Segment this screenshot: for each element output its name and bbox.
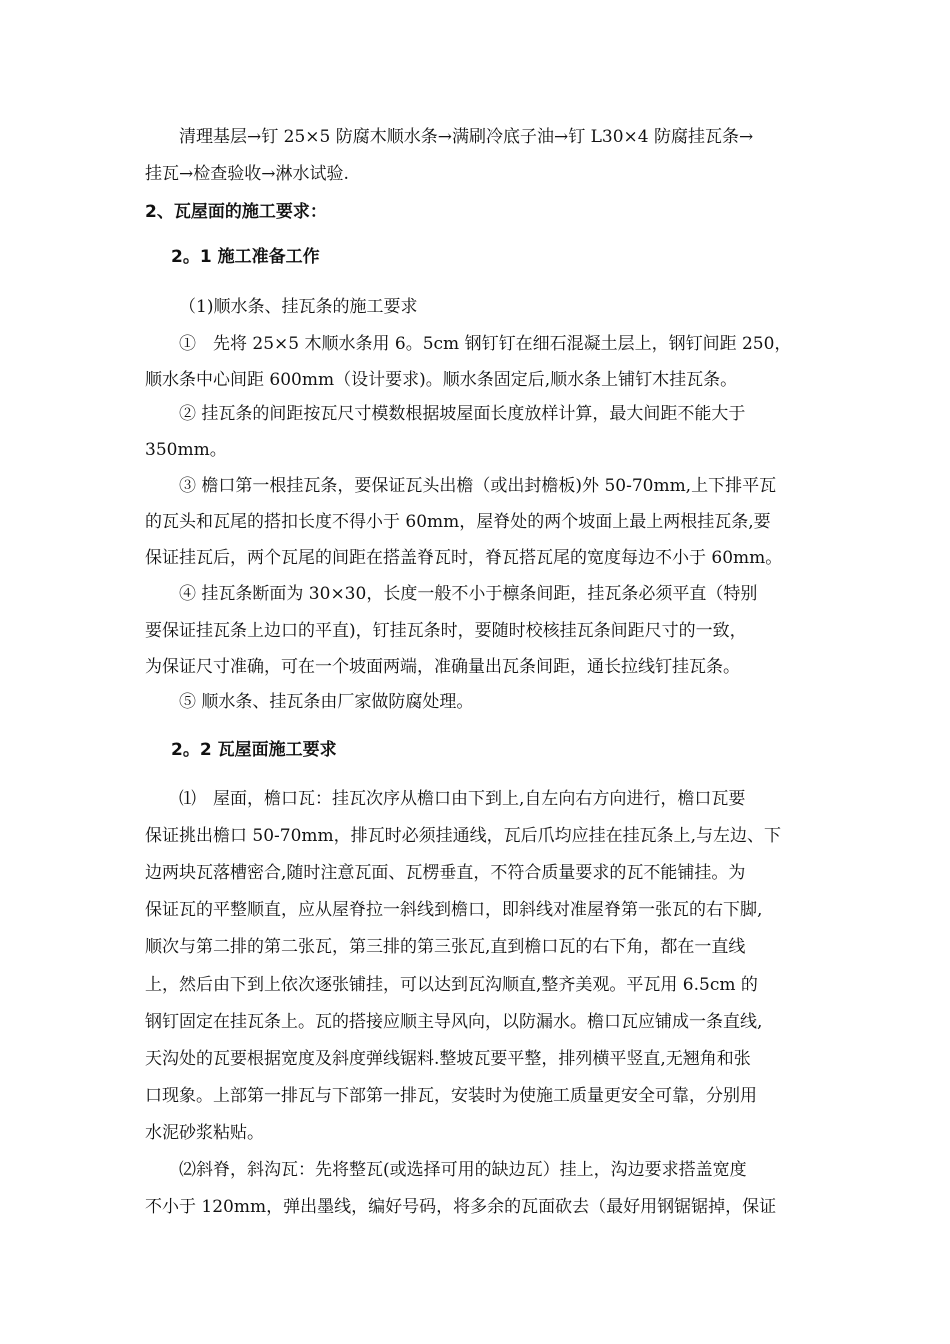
text-line: ③ 檐口第一根挂瓦条，要保证瓦头出檐（或出封檐板)外 50-70mm,上下排平瓦 (179, 476, 777, 496)
text-line: 保证挑出檐口 50-70mm，排瓦时必须挂通线，瓦后爪均应挂在挂瓦条上,与左边、下 (145, 826, 782, 846)
text-line: 要保证挂瓦条上边口的平直)，钉挂瓦条时，要随时校核挂瓦条间距尺寸的一致， (145, 621, 747, 641)
text-line: 挂瓦→检查验收→淋水试验. (145, 164, 349, 184)
subsection-heading: 2。2 瓦屋面施工要求 (171, 740, 337, 760)
text-line: ④ 挂瓦条断面为 30×30，长度一般不小于檩条间距，挂瓦条必须平直（特别 (179, 584, 758, 604)
text-line: 边两块瓦落槽密合,随时注意瓦面、瓦楞垂直，不符合质量要求的瓦不能铺挂。为 (145, 863, 746, 883)
text-line: 顺水条中心间距 600mm（设计要求)。顺水条固定后,顺水条上铺钉木挂瓦条。 (145, 370, 738, 390)
text-line: 水泥砂浆粘贴。 (145, 1123, 264, 1143)
text-line: ⑵斜脊，斜沟瓦：先将整瓦(或选择可用的缺边瓦）挂上，沟边要求搭盖宽度 (179, 1160, 747, 1180)
text-line: 不小于 120mm，弹出墨线，编好号码，将多余的瓦面砍去（最好用钢锯锯掉，保证 (145, 1197, 777, 1217)
text-line: ⑤ 顺水条、挂瓦条由厂家做防腐处理。 (179, 692, 474, 712)
text-line: ① 先将 25×5 木顺水条用 6。5cm 钢钉钉在细石混凝土层上，钢钉间距 250， (179, 334, 792, 354)
text-line: 天沟处的瓦要根据宽度及斜度弹线锯料.整坡瓦要平整，排列横平竖直,无翘角和张 (145, 1049, 751, 1069)
subsection-heading: 2。1 施工准备工作 (171, 247, 320, 267)
text-line: ② 挂瓦条的间距按瓦尺寸模数根据坡屋面长度放样计算，最大间距不能大于 (179, 404, 746, 424)
text-line: 350mm。 (145, 440, 227, 460)
text-line: 为保证尺寸准确，可在一个坡面两端，准确量出瓦条间距，通长拉线钉挂瓦条。 (145, 657, 740, 677)
text-line: ⑴ 屋面，檐口瓦：挂瓦次序从檐口由下到上,自左向右方向进行，檐口瓦要 (179, 789, 746, 809)
text-line: 钢钉固定在挂瓦条上。瓦的搭接应顺主导风向，以防漏水。檐口瓦应铺成一条直线, (145, 1012, 763, 1032)
text-line: 保证挂瓦后，两个瓦尾的间距在搭盖脊瓦时，脊瓦搭瓦尾的宽度每边不小于 60mm。 (145, 548, 783, 568)
text-line: 顺次与第二排的第二张瓦，第三排的第三张瓦,直到檐口瓦的右下角，都在一直线 (145, 937, 746, 957)
text-line: 清理基层→钉 25×5 防腐木顺水条→满刷冷底子油→钉 L30×4 防腐挂瓦条→ (179, 127, 754, 147)
text-line: 的瓦头和瓦尾的搭扣长度不得小于 60mm，屋脊处的两个坡面上最上两根挂瓦条,要 (145, 512, 771, 532)
text-line: 口现象。上部第一排瓦与下部第一排瓦，安装时为使施工质量更安全可靠，分别用 (145, 1086, 757, 1106)
section-heading: 2、瓦屋面的施工要求： (145, 202, 327, 222)
text-line: 上，然后由下到上依次逐张铺挂，可以达到瓦沟顺直,整齐美观。平瓦用 6.5cm 的 (145, 975, 758, 995)
text-line: （1)顺水条、挂瓦条的施工要求 (179, 297, 418, 317)
text-line: 保证瓦的平整顺直，应从屋脊拉一斜线到檐口，即斜线对准屋脊第一张瓦的右下脚, (145, 900, 763, 920)
